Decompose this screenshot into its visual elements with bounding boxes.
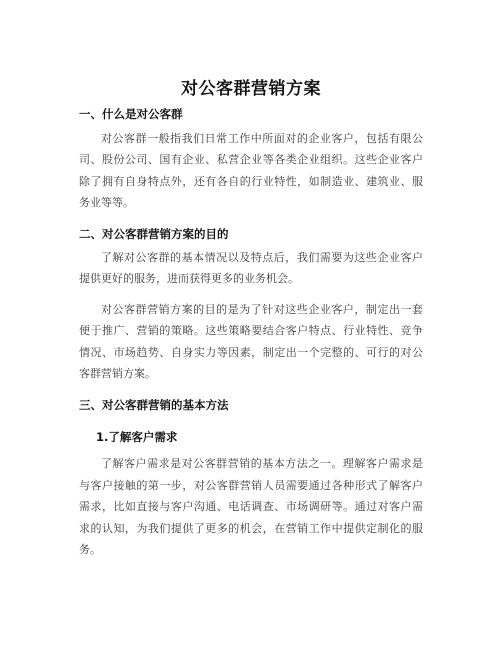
paragraph-line: 求的认知，为我们提供了更多的机会，在营销工作中提供定制化的服	[79, 522, 423, 535]
paragraph-line: 对公客群营销方案的目的是为了针对这些企业客户，制定出一套	[101, 303, 423, 316]
paragraph-line: 客群营销方案。	[79, 367, 156, 380]
paragraph-line: 与客户接触的第一步，对公客群营销人员需要通过各种形式了解客户	[79, 479, 423, 492]
paragraph-line: 对公客群一般指我们日常工作中所面对的企业客户，包括有限公	[101, 132, 423, 145]
paragraph-line: 除了拥有自身特点外，还有各自的行业特性，如制造业、建筑业、服	[79, 175, 423, 188]
section-2-heading: 二、对公客群营销方案的目的	[79, 227, 229, 241]
paragraph-line: 提供更好的服务，进而获得更多的业务机会。	[79, 272, 299, 285]
document-title: 对公客群营销方案	[181, 79, 321, 99]
paragraph-line: 便于推广、营销的策略。这些策略要结合客户特点、行业特性、竞争	[79, 324, 423, 337]
paragraph-line: 务业等等。	[79, 196, 134, 209]
paragraph-line: 了解客户需求是对公客群营销的基本方法之一。理解客户需求是	[101, 457, 423, 470]
paragraph-line: 情况、市场趋势、自身实力等因素，制定出一个完整的、可行的对公	[79, 346, 423, 359]
subsection-1-heading: 1.了解客户需求	[96, 430, 178, 444]
paragraph-line: 需求，比如直接与客户沟通、电话调查、市场调研等。通过对客户需	[79, 500, 423, 513]
section-1-heading: 一、什么是对公客群	[79, 107, 183, 121]
paragraph-line: 司、股份公司、国有企业、私营企业等各类企业组织。这些企业客户	[79, 153, 423, 166]
paragraph-line: 了解对公客群的基本情况以及特点后，我们需要为这些企业客户	[101, 251, 423, 264]
paragraph-line: 务。	[79, 543, 101, 556]
section-3-heading: 三、对公客群营销的基本方法	[79, 398, 229, 412]
